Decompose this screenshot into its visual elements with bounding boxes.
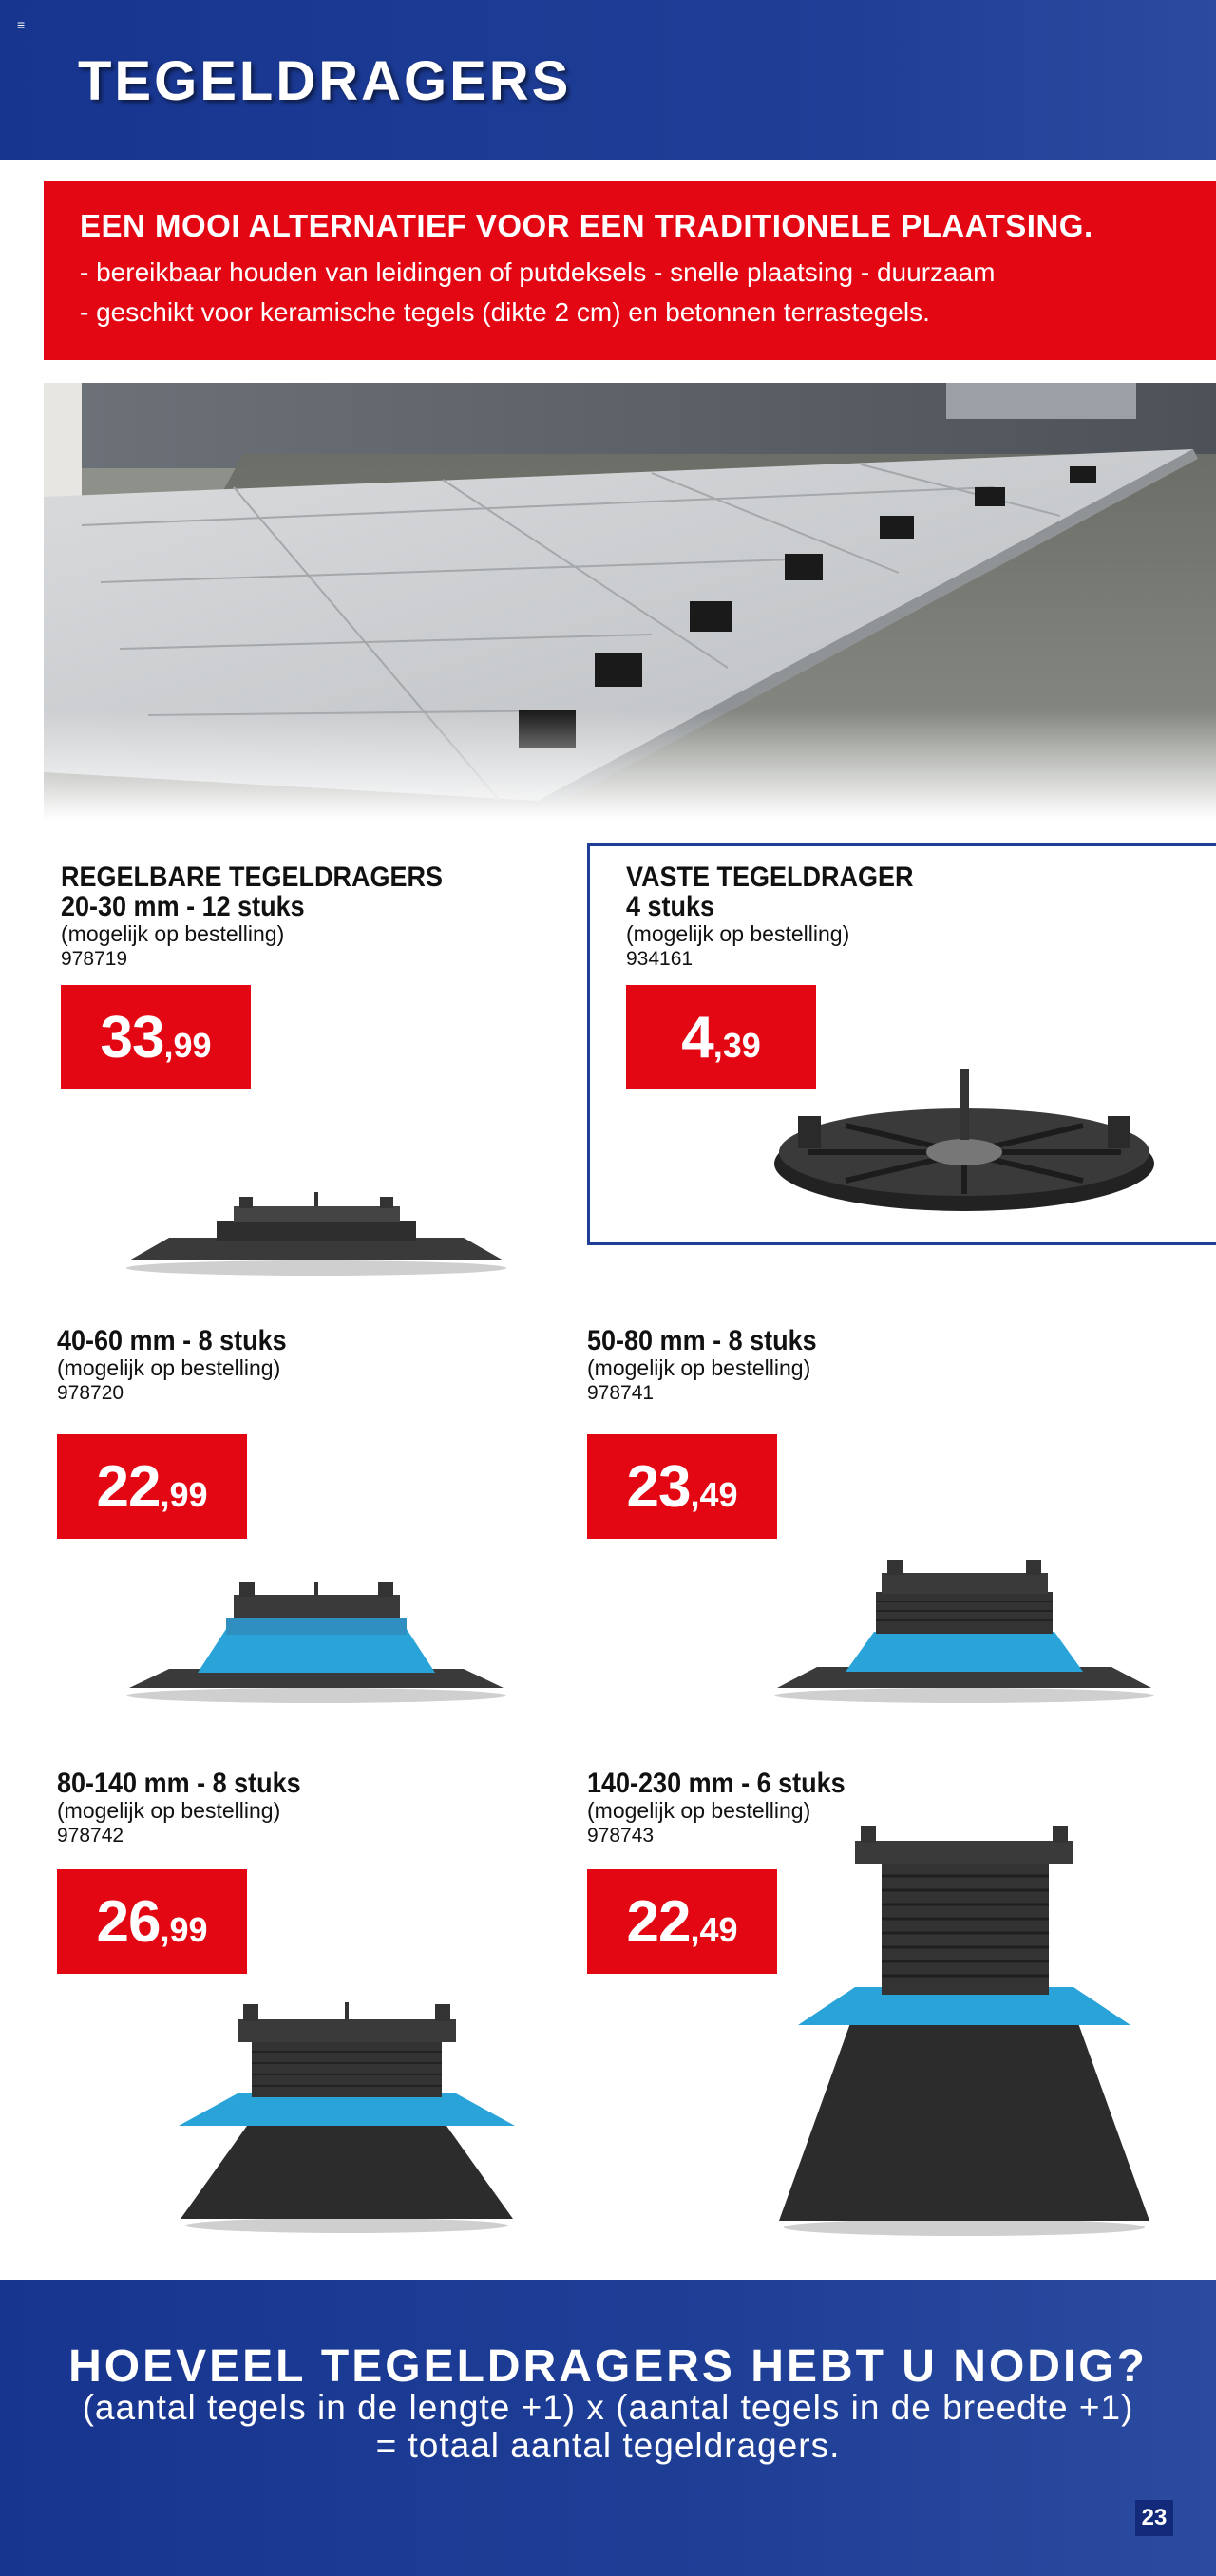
price-badge bbox=[61, 985, 251, 1089]
support-50-80-image bbox=[770, 1558, 1159, 1705]
price-int: 22 bbox=[626, 1888, 691, 1955]
footer-formula-line-2: = totaal aantal tegeldragers. bbox=[375, 2426, 841, 2465]
price-int: 4 bbox=[681, 1004, 713, 1070]
fixed-support-image bbox=[770, 1069, 1159, 1221]
intro-headline: EEN MOOI ALTERNATIEF VOOR EEN TRADITIONELE PLAATSING. bbox=[80, 208, 1093, 243]
price-badge bbox=[57, 1434, 247, 1539]
product-sku: 934161 bbox=[626, 948, 694, 970]
support-80-140-image bbox=[171, 2002, 522, 2235]
product-variant: 20-30 mm - 12 stuks bbox=[61, 891, 305, 922]
terrace-photo bbox=[44, 383, 1216, 820]
support-40-60-image bbox=[122, 1582, 511, 1705]
product-name: 140-230 mm - 6 stuks bbox=[587, 1768, 846, 1799]
product-40-60mm bbox=[57, 1326, 312, 1406]
price-int: 23 bbox=[626, 1453, 691, 1520]
footer-banner bbox=[0, 2280, 1216, 2576]
price-dec: ,39 bbox=[712, 1026, 761, 1065]
price-dec: ,99 bbox=[160, 1475, 208, 1514]
product-50-80mm bbox=[587, 1326, 842, 1406]
product-name: REGELBARE TEGELDRAGERS bbox=[61, 862, 444, 893]
support-140-230-image bbox=[770, 1824, 1159, 2237]
page-title: TEGELDRAGERS bbox=[78, 50, 572, 112]
product-note: (mogelijk op bestelling) bbox=[587, 1355, 811, 1380]
price-dec: ,49 bbox=[690, 1910, 738, 1949]
product-sku: 978741 bbox=[587, 1382, 655, 1404]
product-vaste-tegeldrager bbox=[626, 862, 945, 972]
footer-formula-line-1: (aantal tegels in de lengte +1) x (aantal tegels in de breedte +1) bbox=[82, 2388, 1134, 2427]
price-dec: ,99 bbox=[163, 1026, 212, 1065]
page-number: 23 bbox=[1135, 2500, 1173, 2536]
intro-line-2: - geschikt voor keramische tegels (dikte 2 cm) en betonnen terrastegels. bbox=[80, 297, 930, 327]
price-badge bbox=[57, 1869, 247, 1974]
support-20-30-image bbox=[122, 1192, 511, 1278]
product-note: (mogelijk op bestelling) bbox=[587, 1798, 811, 1823]
product-note: (mogelijk op bestelling) bbox=[57, 1798, 281, 1823]
product-name: 50-80 mm - 8 stuks bbox=[587, 1325, 817, 1356]
product-name: VASTE TEGELDRAGER bbox=[626, 862, 914, 893]
price-int: 33 bbox=[100, 1004, 164, 1070]
footer-question: HOEVEEL TEGELDRAGERS HEBT U NODIG? bbox=[68, 2341, 1148, 2392]
product-sku: 978720 bbox=[57, 1382, 124, 1404]
product-80-140mm bbox=[57, 1769, 328, 1848]
product-sku: 978719 bbox=[61, 948, 128, 970]
product-note: (mogelijk op bestelling) bbox=[57, 1355, 281, 1380]
intro-line-1: - bereikbaar houden van leidingen of putdeksels - snelle plaatsing - duurzaam bbox=[80, 257, 996, 287]
product-variant: 4 stuks bbox=[626, 891, 715, 922]
product-note: (mogelijk op bestelling) bbox=[61, 921, 285, 946]
product-sku: 978742 bbox=[57, 1825, 124, 1847]
product-name: 40-60 mm - 8 stuks bbox=[57, 1325, 287, 1356]
price-badge bbox=[587, 1869, 777, 1974]
product-sku: 978743 bbox=[587, 1825, 655, 1847]
price-dec: ,99 bbox=[160, 1910, 208, 1949]
product-20-30mm bbox=[61, 862, 485, 972]
intro-banner bbox=[44, 181, 1216, 360]
product-name: 80-140 mm - 8 stuks bbox=[57, 1768, 301, 1799]
price-dec: ,49 bbox=[690, 1475, 738, 1514]
page-header bbox=[0, 0, 1216, 160]
price-int: 22 bbox=[96, 1453, 161, 1520]
menu-icon[interactable]: ≡ bbox=[17, 17, 26, 32]
price-int: 26 bbox=[96, 1888, 161, 1955]
price-badge bbox=[587, 1434, 777, 1539]
product-note: (mogelijk op bestelling) bbox=[626, 921, 850, 946]
